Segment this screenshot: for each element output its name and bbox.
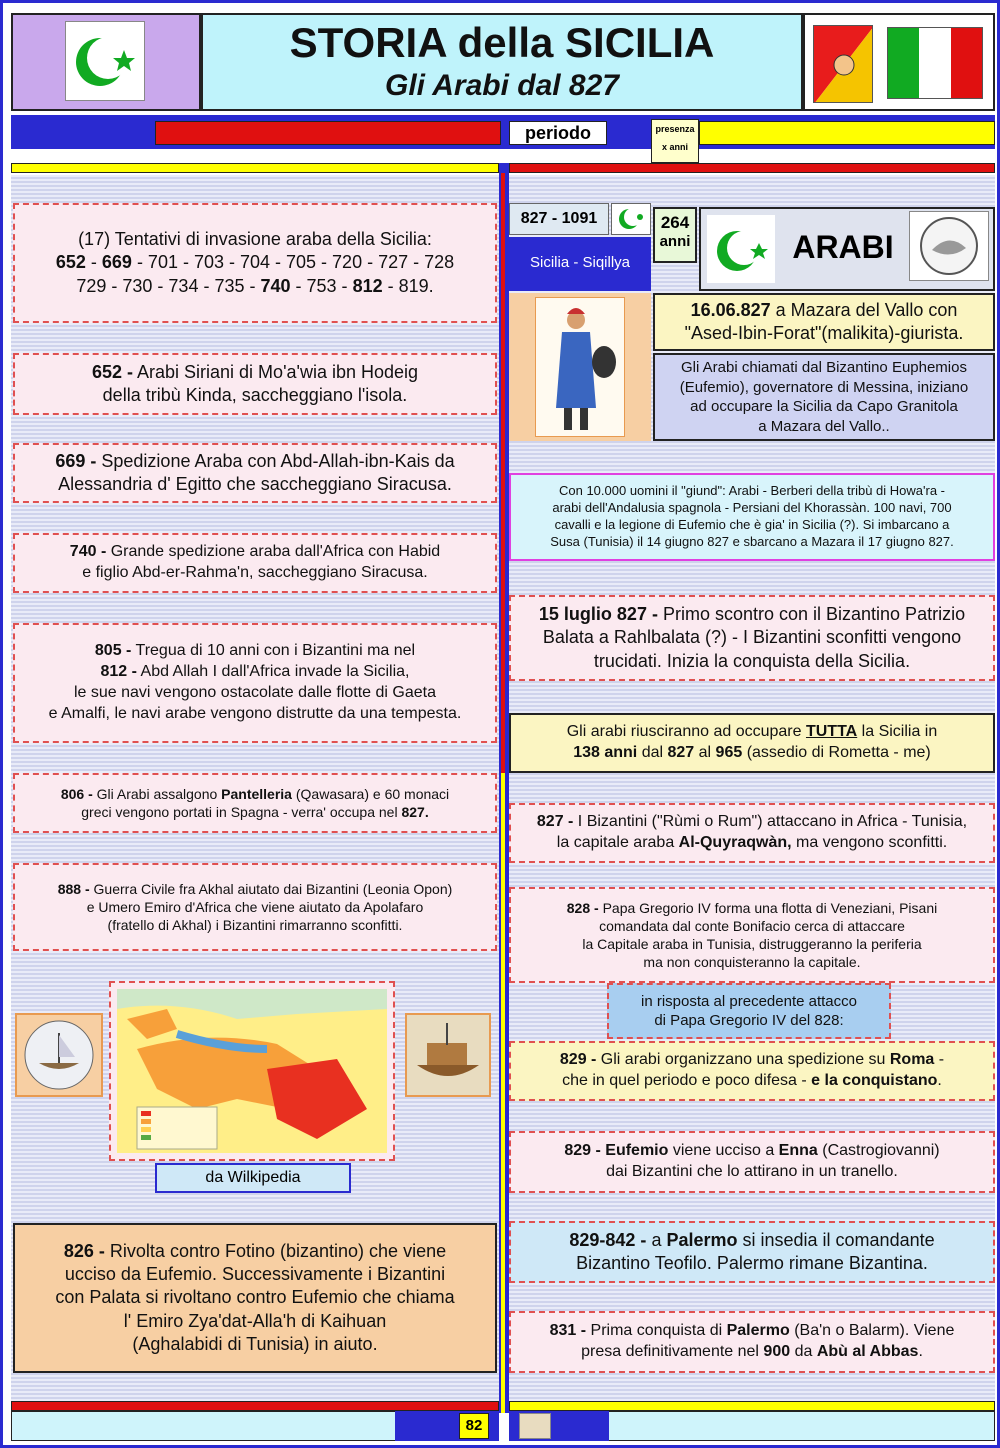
period-yellow-bar [699,121,995,145]
arab-expansion-map [109,981,395,1161]
page-title: STORIA della SICILIA [289,19,715,66]
map-image [117,989,387,1153]
period-range: 827 - 1091 [509,203,609,235]
crescent-star-icon [66,22,144,100]
period-red-bar [155,121,501,145]
battle-827-box: 15 luglio 827 - Primo scontro con il Bizantino Patrizio Balata a Rahlbalata (?) - I Bizantini sconfitti vengono trucidati. Inizia la conquista della Sicilia. [509,595,995,681]
page-subtitle: Gli Arabi dal 827 [385,69,619,102]
event-831-box: 831 - Prima conquista di Palermo (Ba'n o Balarm). Viene presa definitivamente nel 900 da Abù al Abbas. [509,1311,995,1373]
invasion-attempts-box: (17) Tentativi di invasione araba della Sicilia: 652 - 669 - 701 - 703 - 704 - 705 - 720 - 727 - 728 729 - 730 - 734 - 735 - 740 - 753 - 812 - 819. [13,203,497,323]
event-829-eufemio-box: 829 - Eufemio viene ucciso a Enna (Castrogiovanni) dai Bizantini che lo attirano in un tranello. [509,1131,995,1193]
periodo-label: periodo [509,121,607,145]
event-828-box: 828 - Papa Gregorio IV forma una flotta di Veneziani, Pisani comandata dal conte Bonifacio cerca di attaccare la Capitale araba in Tunisia, distruggeranno la periferia ma non conquisteranno la capitale. [509,887,995,983]
footer-stripe-left [11,1401,499,1411]
event-888-box: 888 - Guerra Civile fra Akhal aiutato dai Bizantini (Leonia Opon) e Umero Emiro d'Africa che viene aiutato da Apolafaro (fratello di Akhal) i Bizantini rimarranno sconfitti. [13,863,497,951]
landing-827-box: 16.06.827 a Mazara del Vallo con "Ased-Ibin-Forat"(malikita)-giurista. [653,293,995,351]
arab-warrior-image [535,297,625,437]
page-number: 82 [459,1413,489,1439]
arabi-title: ARABI [792,229,894,265]
event-740-box: 740 - Grande spedizione araba dall'Africa con Habid e figlio Abd-er-Rahma'n, saccheggiano Siracusa. [13,533,497,593]
event-805-812-box: 805 - Tregua di 10 anni con i Bizantini ma nel 812 - Abd Allah I dall'Africa invade la Sicilia, le sue navi vengono ostacolate dalle flotte di Gaeta e Amalfi, le navi arabe vengono distrutte da una tempesta. [13,623,497,743]
conquest-duration-box: Gli arabi riusciranno ad occupare TUTTA la Sicilia in 138 anni dal 827 al 965 (assedio di Rometta - me) [509,713,995,773]
event-652-box: 652 - Arabi Siriani di Mo'a'wia ibn Hodeig della tribù Kinda, saccheggiano l'isola. [13,353,497,415]
event-829-842-box: 829-842 - a Palermo si insedia il comandante Bizantino Teofilo. Palermo rimane Bizantina. [509,1221,995,1283]
presence-years: 264 anni [653,207,697,263]
italian-flag-icon [887,27,983,99]
left-column-top-stripe [11,163,499,173]
euphemios-box: Gli Arabi chiamati dal Bizantino Euphemios (Eufemio), governatore di Messina, iniziano ad occupare la Sicilia da Capo Granitola a Mazara del Vallo.. [653,353,995,441]
footer-map-thumbnail [519,1413,551,1439]
right-column-top-stripe [509,163,995,173]
map-caption: da Wilkipedia [155,1163,351,1193]
footer-stripe-right [509,1401,995,1411]
event-806-box: 806 - Gli Arabi assalgono Pantelleria (Qawasara) e 60 monaci greci vengono portati in Spagna - verra' occupa nel 827. [13,773,497,833]
trinacria-flag-icon [813,25,873,103]
event-826-box: 826 - Rivolta contro Fotino (bizantino) che viene ucciso da Eufemio. Successivamente i Bizantini con Palata si rivoltano contro Eufemio che chiama l' Emiro Zya'dat-Alla'h di Kaihuan (Aghalabidi di Tunisia) in aiuto. [13,1223,497,1373]
dhow-ship-image [405,1013,491,1097]
arab-seal-image [909,211,989,281]
period-crescent-icon [611,203,651,235]
period-name: Sicilia - Siqillya [509,237,651,291]
header-title-panel [201,13,803,111]
timeline-divider [499,163,509,1413]
giund-army-box: Con 10.000 uomini il "giund": Arabi - Berberi della tribù di Howa'ra - arabi dell'Andalusia spagnola - Persiani del Khorassàn. 100 navi, 700 cavalli e la legione di Eufemio che è gia' in Sicilia (?). Si imbarcano a Susa (Tunisia) il 14 giugno 827 e sbarcano a Mazara il 17 giugno 827. [509,473,995,561]
presenza-label: presenza x anni [651,119,699,163]
arabi-crescent-icon [707,215,775,283]
ship-medallion-image [15,1013,103,1097]
response-note-box: in risposta al precedente attacco di Papa Gregorio IV del 828: [607,983,891,1039]
event-827-africa-box: 827 - I Bizantini ("Rùmi o Rum") attaccano in Africa - Tunisia, la capitale araba Al-Quyraqwàn, ma vengono sconfitti. [509,803,995,863]
event-669-box: 669 - Spedizione Araba con Abd-Allah-ibn-Kais da Alessandria d' Egitto che saccheggiano Siracusa. [13,443,497,503]
event-829-rome-box: 829 - Gli arabi organizzano una spedizione su Roma - che in quel periodo e poco difesa - e la conquistano. [509,1041,995,1101]
crescent-flag-logo [65,21,145,101]
